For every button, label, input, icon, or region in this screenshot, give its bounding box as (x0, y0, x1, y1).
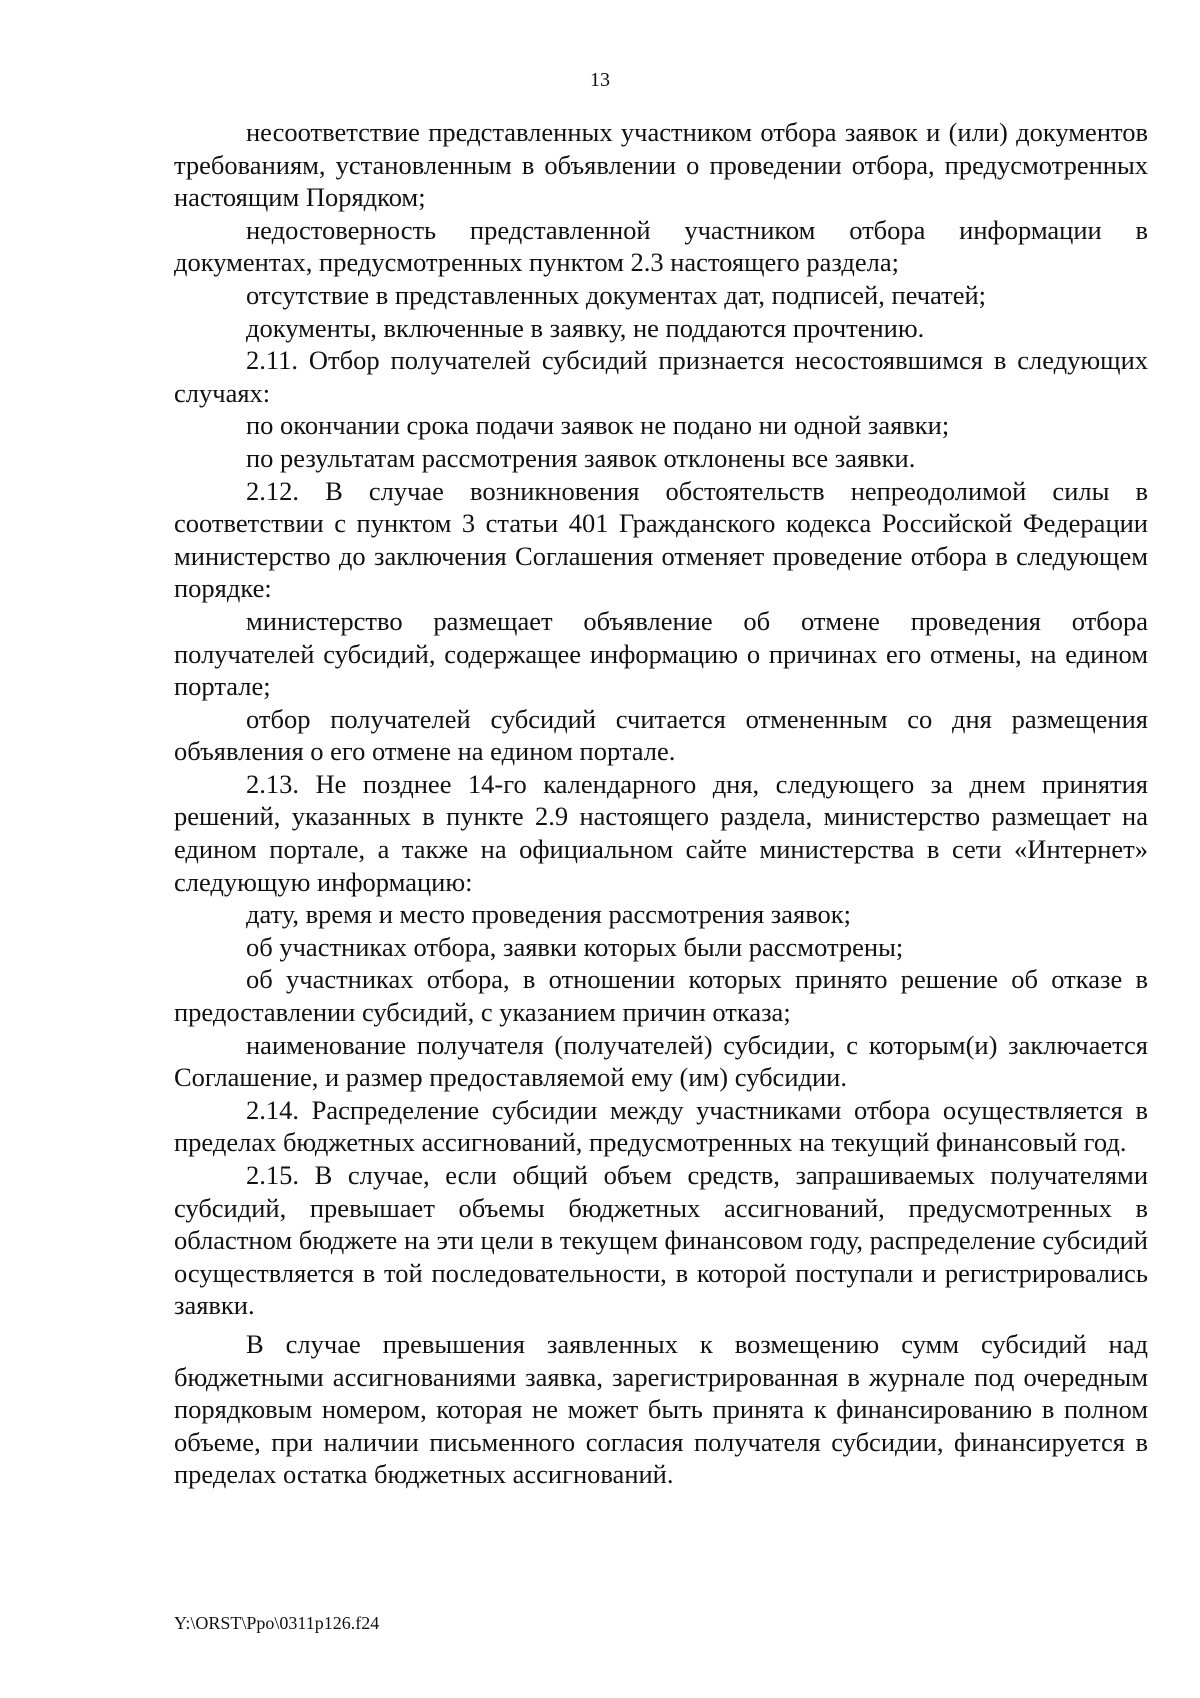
paragraph: министерство размещает объявление об отмене проведения отбора получателей субсидий, содержащее информацию о причинах его отмены, на едином портале; (174, 605, 1148, 702)
paragraph: по окончании срока подачи заявок не подано ни одной заявки; (246, 410, 950, 441)
paragraph: наименование получателя (получателей) субсидии, с которым(и) заключается Соглашение, и размер предоставляемой ему (им) субсидии. (174, 1029, 1148, 1093)
paragraph: 2.12. В случае возникновения обстоятельств непреодолимой силы в соответствии с пунктом 3 статьи 401 Гражданского кодекса Российской Федерации министерство до заключения Соглашения отменяет проведение отбора в следующем порядке: (174, 475, 1148, 604)
paragraph: об участниках отбора, заявки которых были рассмотрены; (246, 931, 904, 962)
paragraph: В случае превышения заявленных к возмещению сумм субсидий над бюджетными ассигнованиями заявка, зарегистрированная в журнале под очередным порядковым номером, которая не может быть принята к финансированию в полном объеме, при наличии письменного согласия получателя субсидии, финансируется в пределах остатка бюджетных ассигнований. (174, 1328, 1148, 1490)
paragraph: отсутствие в представленных документах дат, подписей, печатей; (246, 279, 987, 310)
paragraph: 2.11. Отбор получателей субсидий признается несостоявшимся в следующих случаях: (174, 345, 1148, 408)
document-body (174, 116, 1148, 1491)
paragraph: 2.13. Не позднее 14-го календарного дня, следующего за днем принятия решений, указанных в пункте 2.9 настоящего раздела, министерство размещает на едином портале, а также на официальном сайте министерства в сети «Интернет» следующую информацию: (174, 768, 1148, 897)
paragraph: 2.15. В случае, если общий объем средств, запрашиваемых получателями субсидий, превышает объемы бюджетных ассигнований, предусмотренных в областном бюджете на эти цели в текущем финансовом году, распределение субсидий осуществляется в той последовательности, в которой поступали и регистрировались заявки. (174, 1160, 1148, 1321)
paragraph: дату, время и место проведения рассмотрения заявок; (246, 899, 852, 930)
paragraph: недостоверность представленной участником отбора информации в документах, предусмотренных пунктом 2.3 настоящего раздела; (174, 214, 1148, 278)
paragraph: об участниках отбора, в отношении которых принято решение об отказе в предоставлении субсидий, с указанием причин отказа; (174, 964, 1148, 1028)
page-number: 13 (590, 69, 610, 91)
paragraph: отбор получателей субсидий считается отмененным со дня размещения объявления о его отмене на едином портале. (174, 703, 1148, 767)
paragraph: 2.14. Распределение субсидии между участниками отбора осуществляется в пределах бюджетных ассигнований, предусмотренных на текущий финансовый год. (174, 1094, 1148, 1158)
paragraph: по результатам рассмотрения заявок отклонены все заявки. (246, 442, 916, 473)
footer-file-path: Y:\ORST\Ppo\0311p126.f24 (174, 1613, 380, 1633)
paragraph: несоответствие представленных участником отбора заявок и (или) документов требованиям, установленным в объявлении о проведении отбора, предусмотренных настоящим Порядком; (174, 117, 1148, 213)
paragraph: документы, включенные в заявку, не поддаются прочтению. (246, 312, 925, 343)
